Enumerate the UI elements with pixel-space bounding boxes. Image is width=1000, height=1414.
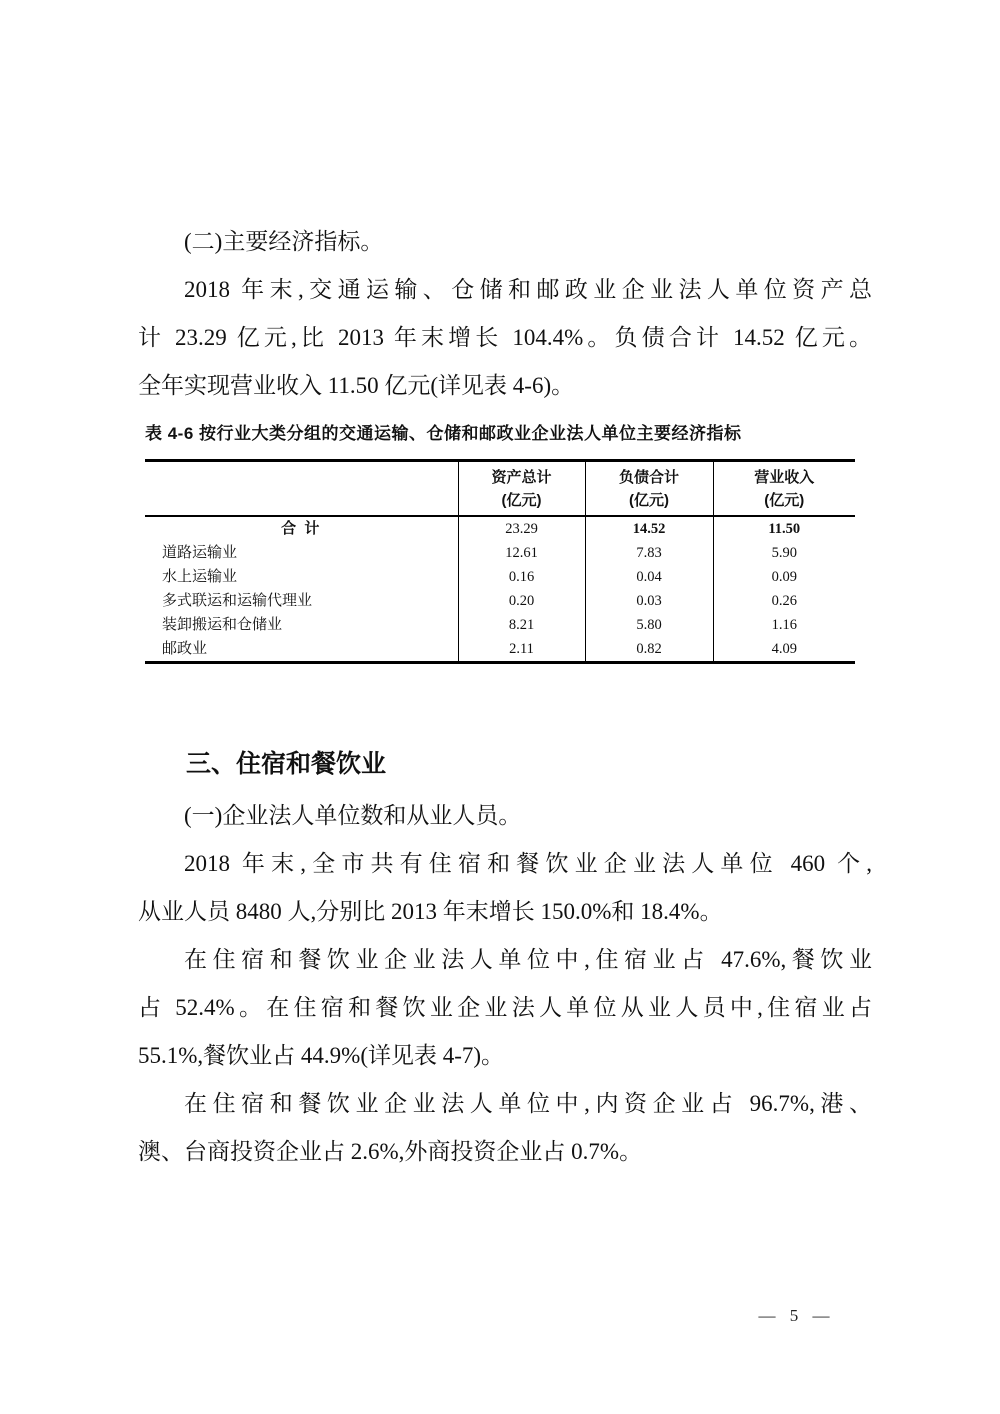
- document-content: [138, 218, 872, 1176]
- paragraph-line: 计 23.29 亿元,比 2013 年末增长 104.4%。负债合计 14.52 亿元。: [138, 325, 872, 350]
- row-label: 水上运输业: [162, 569, 238, 585]
- subsection-heading-legal-units: (一)企业法人单位数和从业人员。: [184, 803, 522, 828]
- paragraph-line: 在住宿和餐饮业企业法人单位中,内资企业占 96.7%,港、: [184, 1091, 872, 1116]
- table-row-total: [145, 516, 855, 541]
- cell-assets: 12.61: [458, 541, 585, 565]
- paragraph-share-breakdown: [138, 936, 872, 1080]
- table-header-row: [145, 461, 855, 517]
- column-header-text: 负债合计: [618, 468, 679, 486]
- paragraph-line: 从业人员 8480 人,分别比 2013 年末增长 150.0%和 18.4%。: [138, 899, 723, 924]
- cell-liabilities: 7.83: [585, 541, 713, 565]
- cell-liabilities: 5.80: [585, 613, 713, 637]
- row-label: 装卸搬运和仓储业: [162, 617, 283, 633]
- paragraph-line: 2018 年末,全市共有住宿和餐饮业企业法人单位 460 个,: [184, 851, 872, 876]
- cell-assets: 8.21: [458, 613, 585, 637]
- cell-assets: 0.20: [458, 589, 585, 613]
- column-header-unit: (亿元): [764, 491, 805, 509]
- cell-revenue: 5.90: [713, 541, 855, 565]
- paragraph-line: 55.1%,餐饮业占 44.9%(详见表 4-7)。: [138, 1043, 505, 1068]
- cell-liabilities: 0.82: [585, 637, 713, 663]
- cell-revenue: 4.09: [713, 637, 855, 663]
- row-label: 道路运输业: [162, 545, 238, 561]
- paragraph-line: 2018 年末,交通运输、仓储和邮政业企业法人单位资产总: [184, 277, 872, 302]
- cell-assets: 23.29: [458, 516, 585, 541]
- column-header-unit: (亿元): [501, 491, 542, 509]
- cell-liabilities: 0.04: [585, 565, 713, 589]
- economic-indicators-table: [145, 459, 855, 664]
- paragraph-line: 全年实现营业收入 11.50 亿元(详见表 4-6)。: [138, 373, 575, 398]
- table-row: [145, 565, 855, 589]
- section-heading-accommodation-catering: 三、住宿和餐饮业: [186, 750, 387, 778]
- paragraph-transport-summary: [138, 266, 872, 410]
- paragraph-line: 占 52.4%。在住宿和餐饮业企业法人单位从业人员中,住宿业占: [138, 995, 872, 1020]
- column-header-unit: (亿元): [629, 491, 669, 509]
- column-header-revenue: [713, 461, 855, 517]
- column-header-text: 营业收入: [754, 468, 815, 486]
- column-header-text: 资产总计: [491, 468, 552, 486]
- table-row: [145, 541, 855, 565]
- stub-header-cell: [145, 461, 458, 517]
- cell-assets: 2.11: [458, 637, 585, 663]
- cell-revenue: 1.16: [713, 613, 855, 637]
- table-caption: 表 4-6 按行业大类分组的交通运输、仓储和邮政业企业法人单位主要经济指标: [145, 424, 742, 443]
- column-header-assets: [458, 461, 585, 517]
- cell-revenue: 0.09: [713, 565, 855, 589]
- cell-liabilities: 14.52: [585, 516, 713, 541]
- table-row: [145, 589, 855, 613]
- cell-liabilities: 0.03: [585, 589, 713, 613]
- table-row: [145, 613, 855, 637]
- table-row: [145, 637, 855, 663]
- column-header-liabilities: [585, 461, 713, 517]
- row-label: 邮政业: [162, 641, 208, 657]
- row-label: 合 计: [281, 520, 322, 537]
- paragraph-investment-breakdown: [138, 1080, 872, 1176]
- paragraph-line: 澳、台商投资企业占 2.6%,外商投资企业占 0.7%。: [138, 1139, 643, 1164]
- cell-assets: 0.16: [458, 565, 585, 589]
- cell-revenue: 11.50: [713, 516, 855, 541]
- page-number: — 5 —: [758, 1306, 830, 1325]
- paragraph-line: 在住宿和餐饮业企业法人单位中,住宿业占 47.6%,餐饮业: [184, 947, 872, 972]
- row-label: 多式联运和运输代理业: [162, 593, 313, 609]
- subsection-heading-economic-indicators: (二)主要经济指标。: [184, 229, 384, 254]
- cell-revenue: 0.26: [713, 589, 855, 613]
- paragraph-units-employees: [138, 840, 872, 936]
